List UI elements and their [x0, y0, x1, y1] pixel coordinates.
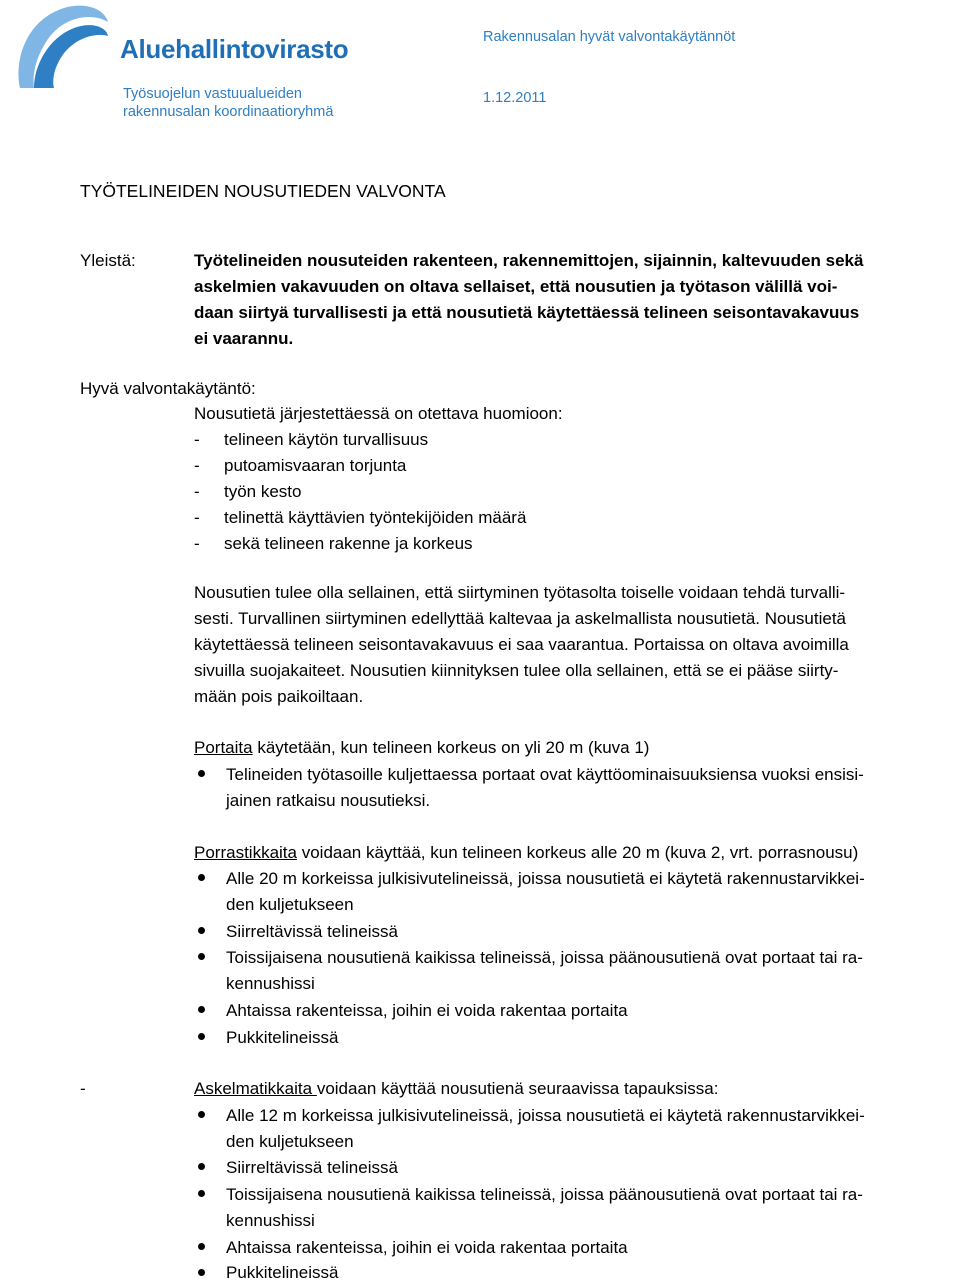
list-item: Alle 20 m korkeissa julkisivutelineissä, joissa nousutietä ei käytetä rakennustarvikkei- den kuljetukseen [226, 869, 865, 914]
general-line: askelmien vakavuuden on oltava sellaiset, että nousutien ja työtason välillä voi- [194, 277, 838, 296]
list-item: Ahtaissa rakenteissa, joihin ei voida rakentaa portaita [226, 1001, 628, 1020]
dash-marker: - [194, 508, 200, 527]
general-line: ei vaarannu. [194, 329, 294, 348]
dash-marker: - [80, 1079, 86, 1098]
bullet-icon [198, 874, 205, 881]
practice-paragraph: Nousutien tulee olla sellainen, että siirtyminen työtasolta toiselle voidaan tehdä turvalli- sesti. Turvallinen siirtyminen edellyttää kaltevaa ja askelmallista nousutietä. Nousutietä käytettäessä telineen seisontavakavuus ei saa vaarantua. Portaissa on oltava avoimilla sivuilla suojakaiteet. Nousutien kiinnityksen tulee olla sellainen, että se ei pääse siirty- mään pois paikoiltaan. [194, 583, 849, 706]
agency-logo-emblem [12, 2, 112, 94]
agency-logo-name: Aluehallintovirasto [120, 34, 349, 64]
dash-marker: - [194, 482, 200, 501]
stairs-term: Portaita [194, 738, 253, 757]
document-date: 1.12.2011 [483, 90, 547, 106]
list-item: - sekä telineen rakenne ja korkeus [194, 531, 954, 557]
list-item: Pukkitelineissä [226, 1028, 339, 1047]
bullet-icon [198, 1033, 205, 1040]
document-series-title: Rakennusalan hyvät valvontakäytännöt [483, 29, 736, 45]
list-item: - putoamisvaaran torjunta [194, 453, 954, 479]
list-item: - työn kesto [194, 479, 954, 505]
list-item: Ahtaissa rakenteissa, joihin ei voida rakentaa portaita [226, 1238, 628, 1257]
general-line: Työtelineiden nousuteiden rakenteen, rakennemittojen, sijainnin, kaltevuuden sekä [194, 251, 864, 270]
list-item: Pukkitelineissä [226, 1263, 339, 1282]
practice-intro: Nousutietä järjestettäessä on otettava huomioon: [194, 404, 563, 423]
list-item: - telinettä käyttävien työntekijöiden määrä [194, 505, 954, 531]
dash-marker: - [194, 534, 200, 553]
group-name-line-2: rakennusalan koordinaatioryhmä [123, 104, 334, 120]
step-ladders-term: Askelmatikkaita [194, 1079, 317, 1098]
dash-marker: - [194, 430, 200, 449]
ladders-term: Porrastikkaita [194, 843, 297, 862]
dash-marker: - [194, 456, 200, 475]
bullet-icon [198, 1006, 205, 1013]
list-item: Siirreltävissä telineissä [226, 1158, 398, 1177]
list-item: Toissijaisena nousutienä kaikissa telineissä, joissa päänousutienä ovat portaat tai ra- kennushissi [226, 1185, 863, 1230]
practice-considerations [194, 401, 954, 557]
stairs-bullet-text: Telineiden työtasoille kuljettaessa portaat ovat käyttöominaisuuksiensa vuoksi ensisi- jainen ratkaisu nousutieksi. [226, 765, 864, 810]
stairs-heading: Portaita käytetään, kun telineen korkeus on yli 20 m (kuva 1) [194, 738, 650, 757]
general-label: Yleistä: [80, 251, 136, 270]
bullet-icon [198, 1111, 205, 1118]
bullet-icon [198, 927, 205, 934]
bullet-icon [198, 953, 205, 960]
ladders-heading: Porrastikkaita voidaan käyttää, kun telineen korkeus alle 20 m (kuva 2, vrt. porrasnousu) [194, 843, 859, 862]
list-item: Toissijaisena nousutienä kaikissa telineissä, joissa päänousutienä ovat portaat tai ra- kennushissi [226, 948, 863, 993]
bullet-icon [198, 1190, 205, 1197]
general-line: daan siirtyä turvallisesti ja että nousutietä käytettäessä telineen seisontavakavuus [194, 303, 860, 322]
step-ladders-heading: Askelmatikkaita voidaan käyttää nousutienä seuraavissa tapauksissa: [194, 1079, 719, 1098]
bullet-icon [198, 1269, 205, 1276]
practice-label: Hyvä valvontakäytäntö: [80, 379, 256, 398]
bullet-icon [198, 1243, 205, 1250]
list-item: Alle 12 m korkeissa julkisivutelineissä, joissa nousutietä ei käytetä rakennustarvikkei- den kuljetukseen [226, 1106, 865, 1151]
page-title: TYÖTELINEIDEN NOUSUTIEDEN VALVONTA [80, 181, 446, 201]
bullet-icon [198, 1163, 205, 1170]
list-item: Siirreltävissä telineissä [226, 922, 398, 941]
list-item: - telineen käytön turvallisuus [194, 427, 954, 453]
group-name-line-1: Työsuojelun vastuualueiden [123, 86, 302, 102]
general-text [194, 248, 954, 352]
bullet-icon [198, 770, 205, 777]
